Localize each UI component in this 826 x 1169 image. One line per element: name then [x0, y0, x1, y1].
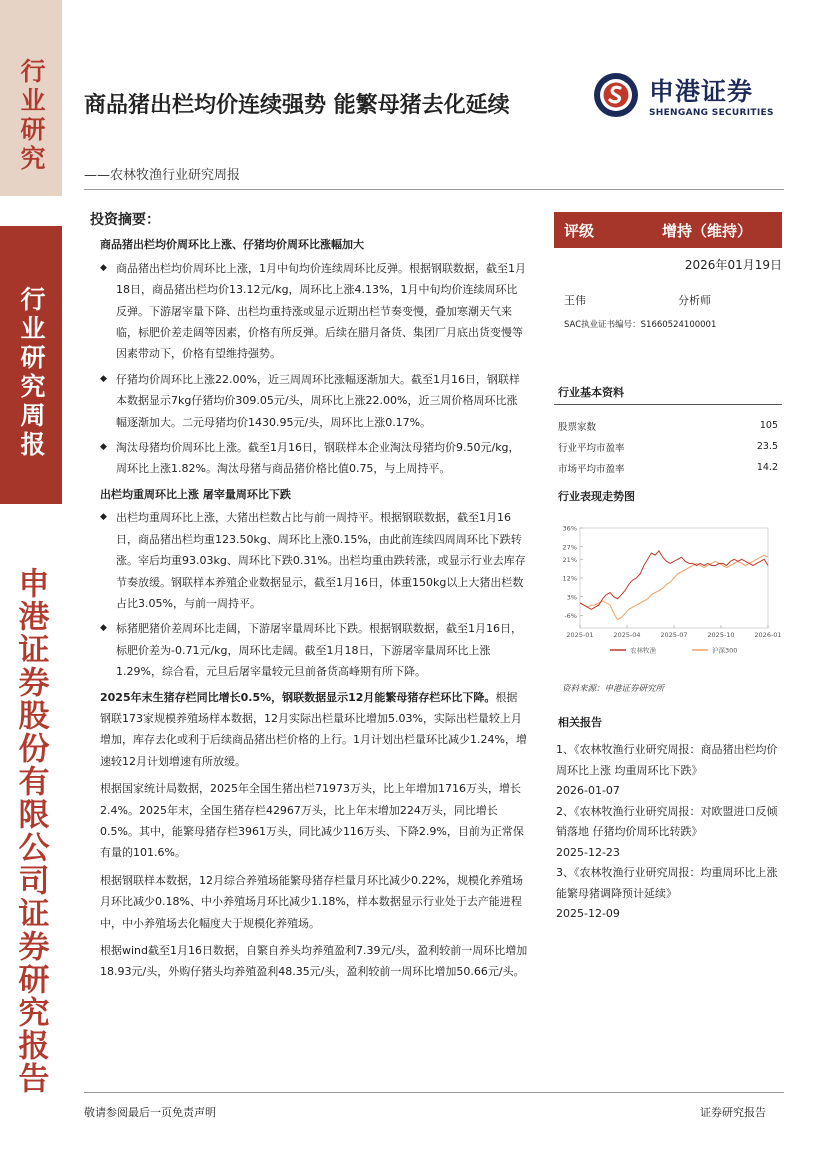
trend-chart	[554, 518, 782, 668]
report-title: 商品猪出栏均价连续强势 能繁母猪去化延续	[84, 92, 510, 118]
bullet-icon: ◆	[100, 512, 107, 523]
rating-label: 评级	[564, 221, 595, 240]
basic-info-title: 行业基本资料	[554, 384, 782, 405]
list-item: ◆ 出栏均重周环比上涨，大猪出栏数占比与前一周持平。根据钢联数据，截至1月16日，商品猪出栏均重123.50kg、周环比上涨0.15%，由此前连续四周周环比下跌转涨。宰后均重93.03kg、周环比下跌0.31%。出栏均重由跌转涨，或显示行业去库存节奏放缓。钢联样本养殖企业数据显示，截至1月16日，体重150kg以上大猪出栏数占比3.05%，与前一周持平。	[100, 507, 528, 614]
x-tick-label: 2025-04	[613, 631, 641, 639]
report-date: 2026年01月19日	[684, 258, 782, 272]
y-tick-label: -6%	[564, 612, 577, 620]
sidebar-company	[0, 512, 62, 1169]
paragraph-stats: 根据国家统计局数据，2025年全国生猪出栏71973万头，比上年增加1716万头，增长2.4%。2025年末，全国生猪存栏42967万头，比上年末增加224万头，同比增长0.5%。其中，能繁母猪存栏3961万头，同比减少116万头、下降2.9%，目前为正常保有量的101.6%。	[100, 782, 524, 860]
report-subtitle: ——农林牧渔行业研究周报	[84, 168, 241, 183]
logo-name-cn: 申港证券	[649, 77, 754, 106]
table-row: 市场平均市盈率 14.2	[558, 462, 778, 475]
analyst-role: 分析师	[678, 294, 711, 307]
trend-title: 行业表现走势图	[558, 490, 635, 503]
summary-heading: 投资摘要：	[90, 212, 160, 228]
logo-name-en: SHENGANG SECURITIES	[649, 108, 774, 118]
sidebar-company-text: 申港证券股份有限公司证券研究报告	[12, 567, 49, 1095]
bullet-icon: ◆	[100, 373, 107, 384]
trend-section	[554, 488, 782, 504]
analyst-info	[564, 292, 784, 308]
bullet-icon: ◆	[100, 442, 107, 453]
rating-value: 增持（维持）	[662, 221, 753, 240]
footer-divider	[84, 1092, 784, 1093]
sidebar-category	[0, 0, 62, 196]
list-item: ◆ 仔猪均价周环比上涨22.00%，近三周周环比涨幅逐渐加大。截至1月16日，钢联样本数据显示7kg仔猪均价309.05元/头，周环比上涨22.00%，近三周价格周环比涨幅逐渐加大。二元母猪均价1430.95元/头，周环比上涨0.17%。	[100, 369, 528, 433]
x-tick-label: 2026-01	[754, 631, 782, 639]
analyst-name: 王伟	[564, 294, 586, 307]
related-reports	[554, 714, 782, 925]
list-item: ◆ 淘汰母猪均价周环比上涨。截至1月16日，钢联样本企业淘汰母猪均价9.50元/kg，周环比上涨1.82%。淘汰母猪与商品猪价格比值0.75，与上周持平。	[100, 437, 528, 480]
company-logo	[593, 72, 774, 118]
header-divider	[84, 189, 784, 190]
sidebar-category-text: 行业研究	[17, 58, 46, 174]
bullet-icon: ◆	[100, 623, 107, 634]
related-report-item[interactable]: 3、《农林牧渔行业研究周报：均重周环比上涨 能繁母猪调降预计延续》 2025-12-09	[556, 866, 778, 920]
related-report-item[interactable]: 2、《农林牧渔行业研究周报：对欧盟进口反倾销落地 仔猪均价周环比转跌》 2025-12-23	[556, 804, 778, 859]
related-title: 相关报告	[558, 716, 602, 729]
y-tick-label: 27%	[562, 543, 577, 552]
sidebar-report-type	[0, 226, 62, 504]
table-row: 行业平均市盈率 23.5	[558, 441, 778, 454]
list-item: ◆ 商品猪出栏均价周环比上涨，1月中旬均价连续周环比反弹。根据钢联数据，截至1月18日，商品猪出栏均价13.12元/kg，周环比上涨4.13%，1月中旬均价连续周环比反弹。下游屠宰量下降、出栏均重持涨或显示近期出栏节奏变慢，叠加寒潮天气来临，标肥价差走阔等因素，价格有所反弹。后续在腊月备货、集团厂月底出货变慢等因素带动下，价格有望维持强势。	[100, 258, 528, 365]
section-title-price: 商品猪出栏均价周环比上涨、仔猪均价周环比涨幅加大	[100, 238, 364, 252]
paragraph-profit: 根据wind截至1月16日数据，自繁自养头均养殖盈利7.39元/头，盈利较前一周环比增加18.93元/头，外购仔猪头均养殖盈利48.35元/头，盈利较前一周环比增加50.66元/头。	[100, 944, 528, 979]
paragraph-sows: 根据钢联样本数据，12月综合养殖场能繁母猪存栏量月环比减少0.22%，规模化养殖场月环比减少0.18%、中小养殖场月环比减少1.18%，样本数据显示行业处于去产能进程中，中小养殖场去化幅度大于规模化养殖场。	[100, 873, 523, 930]
legend-label: 农林牧渔	[630, 646, 656, 655]
sidebar-report-type-text: 行业研究周报	[17, 286, 46, 460]
series-line-农林牧渔	[580, 551, 768, 609]
x-tick-label: 2025-01	[566, 631, 594, 639]
list-item: ◆ 标猪肥猪价差周环比走阔，下游屠宰量周环比下跌。根据钢联数据，截至1月16日，标肥价差为-0.71元/kg，周环比走阔。截至1月18日，下游屠宰量周环比上涨1.29%，综合看，元旦后屠宰量较元旦前备货高峰期有所下降。	[100, 618, 528, 682]
section-title-weight: 出栏均重周环比上涨 屠宰量周环比下跌	[100, 487, 291, 501]
x-tick-label: 2025-07	[660, 631, 688, 639]
logo-emblem-icon	[593, 72, 639, 118]
y-tick-label: 12%	[562, 574, 577, 583]
rating-bar	[554, 212, 782, 248]
chart-source: 资料来源：申港证券研究所	[562, 684, 665, 694]
footer-label: 证券研究报告	[700, 1106, 766, 1119]
basic-info-table	[554, 415, 782, 478]
related-report-item[interactable]: 1、《农林牧渔行业研究周报：商品猪出栏均价周环比上涨 均重周环比下跌》 2026-01-07	[556, 743, 778, 797]
legend-label: 沪深300	[712, 646, 738, 655]
paragraph-inventory: 2025年末生猪存栏同比增长0.5%，钢联数据显示12月能繁母猪存栏环比下降。根据钢联173家规模养殖场样本数据，12月实际出栏量环比增加5.03%，实际出栏量较上月增加，库存去化或利于后续商品猪出栏价格的上行。1月计划出栏量环比减少1.24%，增速较12月计划增速有所放缓。	[100, 690, 527, 768]
x-tick-label: 2025-10	[707, 631, 735, 639]
industry-basic-info	[554, 384, 782, 478]
y-tick-label: 36%	[562, 524, 577, 533]
footer-disclaimer: 敬请参阅最后一页免责声明	[84, 1106, 216, 1119]
y-tick-label: 3%	[566, 593, 577, 602]
investment-summary	[90, 210, 528, 989]
table-row: 股票家数 105	[558, 420, 778, 433]
bullet-icon: ◆	[100, 262, 107, 273]
analyst-sac: SAC执业证书编号：S1660524100001	[564, 320, 717, 330]
y-tick-label: 21%	[562, 555, 577, 564]
series-line-沪深300	[580, 555, 768, 620]
